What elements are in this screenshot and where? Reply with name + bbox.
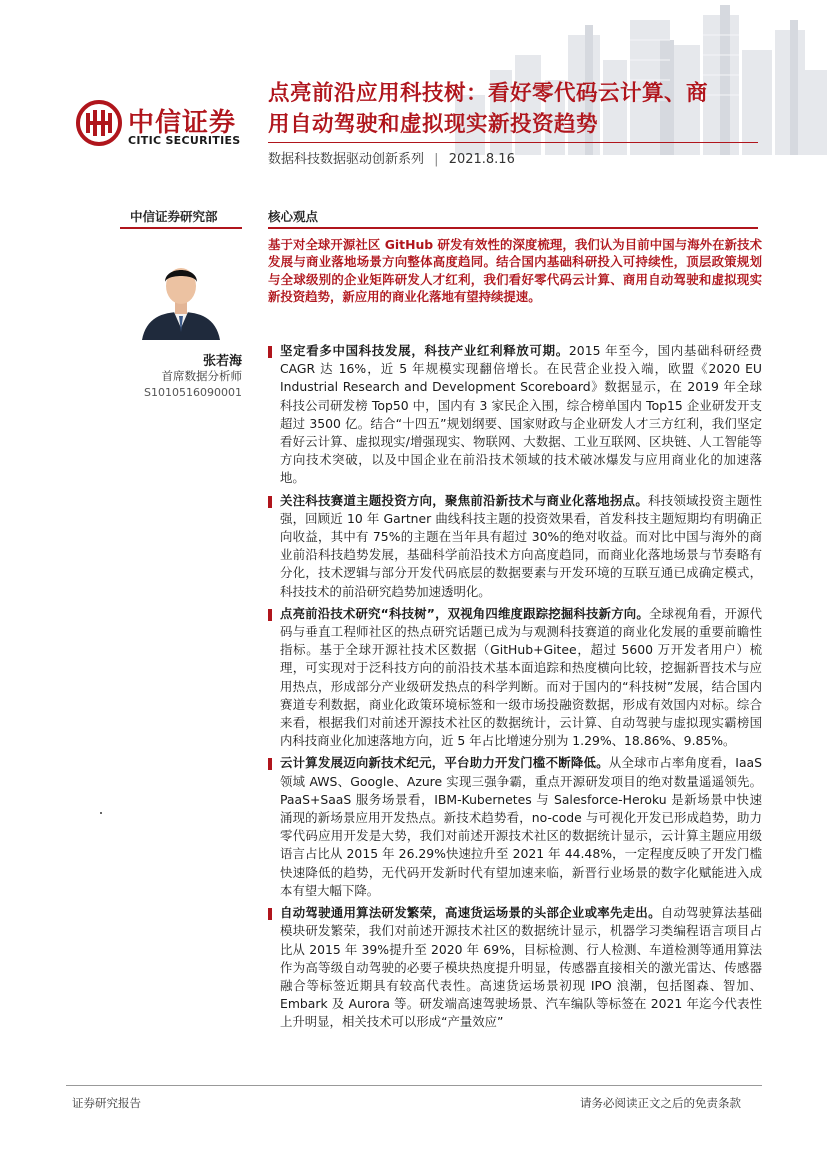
analyst-title: 首席数据分析师 (161, 369, 242, 383)
footer-disclaimer: 请务必阅读正文之后的免责条款 (580, 1096, 741, 1110)
right-divider (268, 227, 758, 229)
key-point (268, 904, 762, 1031)
key-point (268, 605, 762, 751)
title-line-1: 点亮前沿应用科技树：看好零代码云计算、商 (268, 81, 709, 106)
citic-logo (76, 100, 256, 152)
analyst-license-id: S1010516090001 (144, 386, 242, 399)
key-point-text: 2015 年至今，国内基础科研经费 CAGR 达 16%，近 5 年规模实现翻倍增长。在民营企业投入端，欧盟《2020 EU Industrial Research and Development Scoreboard》数据显示，在 2019 年全球科技公司研发榜 Top50 中，国内有 3 家民企入围，综合榜单国内 Top15 企业研发开支超过 3500 亿。结合“十四五”规划纲要、国家财政与企业研发人才三方红利，我们坚定看好云计算、虚拟现实/增强现实、物联网、大数据、工业互联网、区块链、人工智能等方向技术突破，以及中国企业在前沿技术领域的技术破冰爆发与应用商业化的加速落地。 (280, 343, 762, 486)
analyst-photo (140, 252, 222, 340)
left-divider (120, 227, 242, 229)
key-point-lead: 云计算发展迈向新技术纪元，平台助力开发门槛不断降低。 (280, 755, 609, 771)
report-date: 2021.8.16 (448, 152, 515, 167)
stray-dot (100, 812, 102, 814)
key-point-lead: 自动驾驶通用算法研发繁荣，高速货运场景的头部企业或率先走出。 (280, 905, 661, 921)
key-point-text: 科技领域投资主题性强，回顾近 10 年 Gartner 曲线科技主题的投资效果看，首发科技主题短期均有明确正向收益，其中有 75%的主题在当年具有超过 30%的绝对收益。而对比中国与海外的商业前沿科技趋势发展，基础科学前沿技术方向高度趋同，而商业化落地场景与节奏略有分化，技术逻辑与部分开发代码底层的数据要素与开发环境的互联互通已成确定模式，科技技术的前沿研究趋势加速透明化。 (280, 492, 763, 599)
report-subtitle: 数据科技数据驱动创新系列 | 2021.8.16 (268, 148, 515, 167)
key-point-text: 从全球市占率角度看，IaaS 领域 AWS、Google、Azure 实现三强争霸，重点开源研发项目的绝对数量遥遥领先。PaaS+SaaS 服务场景看，IBM-Kubernetes 与 Salesforce-Heroku 是新场景中快速涌现的新场景应用开发热点。新技术趋势看，no-code 与可视化开发已形成趋势，助力零代码应用开发是大势，我们对前述开源技术社区的数据统计显示，云计算主题应用级语言占比从 2015 年 26.29%快速拉升至 2021 年 44.48%，一定程度反映了开发门槛快速降低的趋势，无代码开发新时代有望加速来临，新晋行业场景的数字化赋能进入成本有望大幅下降。 (280, 755, 763, 898)
core-views-label: 核心观点 (268, 209, 319, 224)
logo-chinese-text: 中信证券 (128, 108, 237, 138)
footer-divider (66, 1085, 762, 1086)
key-point (268, 342, 762, 488)
key-point-text: 自动驾驶算法基础模块研发繁荣，我们对前述开源技术社区的数据统计显示，机器学习类编程语言项目占比从 2015 年 39%提升至 2020 年 69%，目标检测、行人检测、车道检测等通用算法作为高等级自动驾驶的必要子模块热度提升明显，传感器直接相关的激光雷达、传感器融合等标签近期具有较高代表性。高速货运场景初现 IPO 浪潮，包括图森、智加、Embark 及 Aurora 等。研发端高速驾驶场景、汽车编队等标签在 2021 年迄今代表性上升明显，相关技术可以形成“产量效应” (280, 905, 763, 1030)
report-title (268, 78, 788, 140)
title-line-2: 用自动驾驶和虚拟现实新投资趋势 (268, 112, 599, 137)
department-label: 中信证券研究部 (130, 209, 218, 224)
logo-english-text: CITIC SECURITIES (128, 134, 241, 147)
analyst-name: 张若海 (202, 354, 242, 369)
key-point-lead: 坚定看多中国科技发展，科技产业红利释放可期。 (280, 343, 569, 358)
series-name: 数据科技数据驱动创新系列 (268, 152, 425, 167)
title-divider (268, 142, 758, 143)
key-point-text: 全球视角看，开源代码与垂直工程师社区的热点研究话题已成为与观测科技赛道的商业化发展的重要前瞻性指标。基于全球开源社技术区数据（GitHub+Gitee，超过 5600 万开发者用户）梳理，可实现对于泛科技方向的前沿技术基本面追踪和热度横向比较，挖掘新晋技术与应用热点，形成部分产业级研发热点的科学判断。而对于国内的“科技树”发展，结合国内赛道专利数据，商业化政策环境标签和一级市场投融资数据，形成有效国内对标。综合来看，根据我们对前述开源技术社区的数据统计，云计算、自动驾驶与虚拟现实霸榜国内科技商业化加速落地方向，近 5 年占比增速分别为 1.29%、18.86%、9.85%。 (280, 605, 762, 749)
key-point-lead: 点亮前沿技术研究“科技树”，双视角四维度跟踪挖掘科技新方向。 (280, 605, 649, 621)
summary-paragraph: 基于对全球开源社区 GitHub 研发有效性的深度梳理，我们认为目前中国与海外在新技术发展与商业落地场景方向整体高度趋同。结合国内基础科研投入可持续性，顶层政策规划与全球级别的企业矩阵研发人才红利，我们看好零代码云计算、商用自动驾驶和虚拟现实新投资趋势，新应用的商业化落地有望持续提速。 (268, 237, 762, 305)
footer-report-type: 证券研究报告 (72, 1096, 141, 1110)
key-point (268, 754, 762, 900)
key-points (268, 342, 762, 1036)
citic-logo-mark-icon (76, 100, 122, 146)
key-point (268, 492, 762, 601)
key-point-lead: 关注科技赛道主题投资方向，聚焦前沿新技术与商业化落地拐点。 (280, 492, 649, 508)
